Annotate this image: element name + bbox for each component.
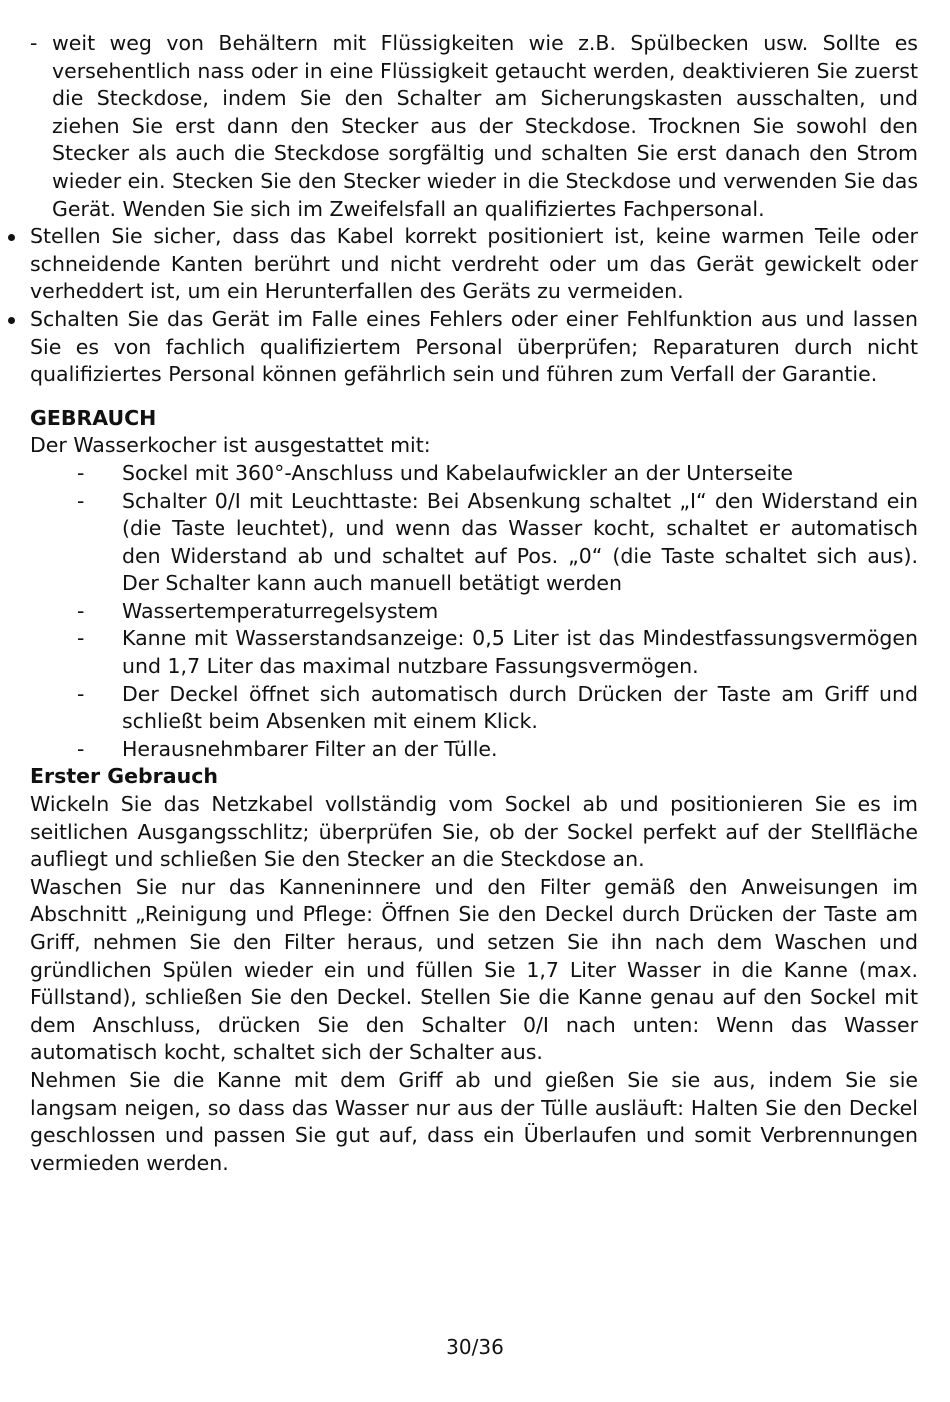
safety-bullet-item [30,306,918,389]
page-content [30,30,918,1177]
dash-marker: - [77,460,85,485]
intro-dash-item [30,30,918,223]
usage-feature-item [77,625,918,680]
safety-bullet-item [30,223,918,306]
bullet-icon [8,317,15,324]
usage-feature-text: Kanne mit Wasserstandsanzeige: 0,5 Liter ist das Mindestfassungsvermögen und 1,7 Liter das maximal nutzbare Fassungsvermögen. [122,626,918,679]
usage-feature-text: Wassertemperaturregelsystem [122,598,439,623]
dash-marker: - [77,626,85,651]
dash-marker: - [77,736,85,761]
first-use-heading: Erster Gebrauch [30,764,218,789]
usage-feature-text: Der Deckel öffnet sich automatisch durch Drücken der Taste am Griff und schließt beim Absenken mit einem Klick. [122,681,918,734]
usage-feature-text: Schalter 0/I mit Leuchttaste: Bei Absenkung schaltet „I“ den Widerstand ein (die Taste leuchtet), und wenn das Wasser kocht, schaltet er automatisch den Widerstand ab und schaltet auf Pos. „0“ (die Taste schaltet sich aus). Der Schalter kann auch manuell betätigt werden [122,488,918,596]
dash-marker: - [77,488,85,513]
usage-feature-item [77,598,918,626]
usage-feature-text: Sockel mit 360°-Anschluss und Kabelaufwickler an der Unterseite [122,460,793,485]
usage-feature-item [77,460,918,488]
dash-marker: - [30,31,38,55]
dash-marker: - [77,598,85,623]
dash-marker: - [77,681,85,706]
usage-feature-item [77,681,918,736]
usage-intro: Der Wasserkocher ist ausgestattet mit: [30,433,431,458]
safety-bullet-list [30,223,918,389]
safety-bullet-text: Stellen Sie sicher, dass das Kabel korrekt positioniert ist, keine warmen Teile oder schneidende Kanten berührt und nicht verdreht oder um das Gerät gewickelt oder verheddert ist, um ein Herunterfallen des Geräts zu vermeiden. [30,224,918,304]
first-use-paragraph: Wickeln Sie das Netzkabel vollständig vom Sockel ab und positionieren Sie es im seitlichen Ausgangsschlitz; überprüfen Sie, ob der Sockel perfekt auf der Stellfläche aufliegt und schließen Sie den Stecker an die Steckdose an. [30,792,918,872]
usage-feature-list [30,460,918,764]
page-number: 30/36 [446,1335,504,1359]
usage-heading: GEBRAUCH [30,405,157,430]
first-use-paragraph: Nehmen Sie die Kanne mit dem Griff ab und gießen Sie sie aus, indem Sie sie langsam neigen, so dass das Wasser nur aus der Tülle ausläuft: Halten Sie den Deckel geschlossen und passen Sie gut auf, dass ein Überlaufen und somit Verbrennungen vermieden werden. [30,1067,918,1175]
intro-dash-text: weit weg von Behältern mit Flüssigkeiten wie z.B. Spülbecken usw. Sollte es versehentlich nass oder in eine Flüssigkeit getaucht werden, deaktivieren Sie zuerst die Steckdose, indem Sie den Schalter am Sicherungskasten ausschalten, und ziehen Sie erst dann den Stecker aus der Steckdose. Trocknen Sie sowohl den Stecker als auch die Steckdose sorgfältig und schalten Sie erst danach den Strom wieder ein. Stecken Sie den Stecker wieder in die Steckdose und verwenden Sie das Gerät. Wenden Sie sich im Zweifelsfall an qualifiziertes Fachpersonal. [52,31,918,221]
bullet-icon [8,234,15,241]
usage-feature-item [77,488,918,598]
usage-feature-text: Herausnehmbarer Filter an der Tülle. [122,736,498,761]
usage-feature-item [77,736,918,764]
first-use-paragraph: Waschen Sie nur das Kanneninnere und den Filter gemäß den Anweisungen im Abschnitt „Reinigung und Pflege: Öffnen Sie den Deckel durch Drücken der Taste am Griff, nehmen Sie den Filter heraus, und setzen Sie ihn nach dem Waschen und gründlichen Spülen wieder ein und füllen Sie 1,7 Liter Wasser in die Kanne (max. Füllstand), schließen Sie den Deckel. Stellen Sie die Kanne genau auf den Sockel mit dem Anschluss, drücken Sie den Schalter 0/I nach unten: Wenn das Wasser automatisch kocht, schaltet sich der Schalter aus. [30,874,918,1065]
safety-bullet-text: Schalten Sie das Gerät im Falle eines Fehlers oder einer Fehlfunktion aus und lassen Sie es von fachlich qualifiziertem Personal überprüfen; Reparaturen durch nicht qualifiziertes Personal können gefährlich sein und führen zum Verfall der Garantie. [30,306,918,387]
